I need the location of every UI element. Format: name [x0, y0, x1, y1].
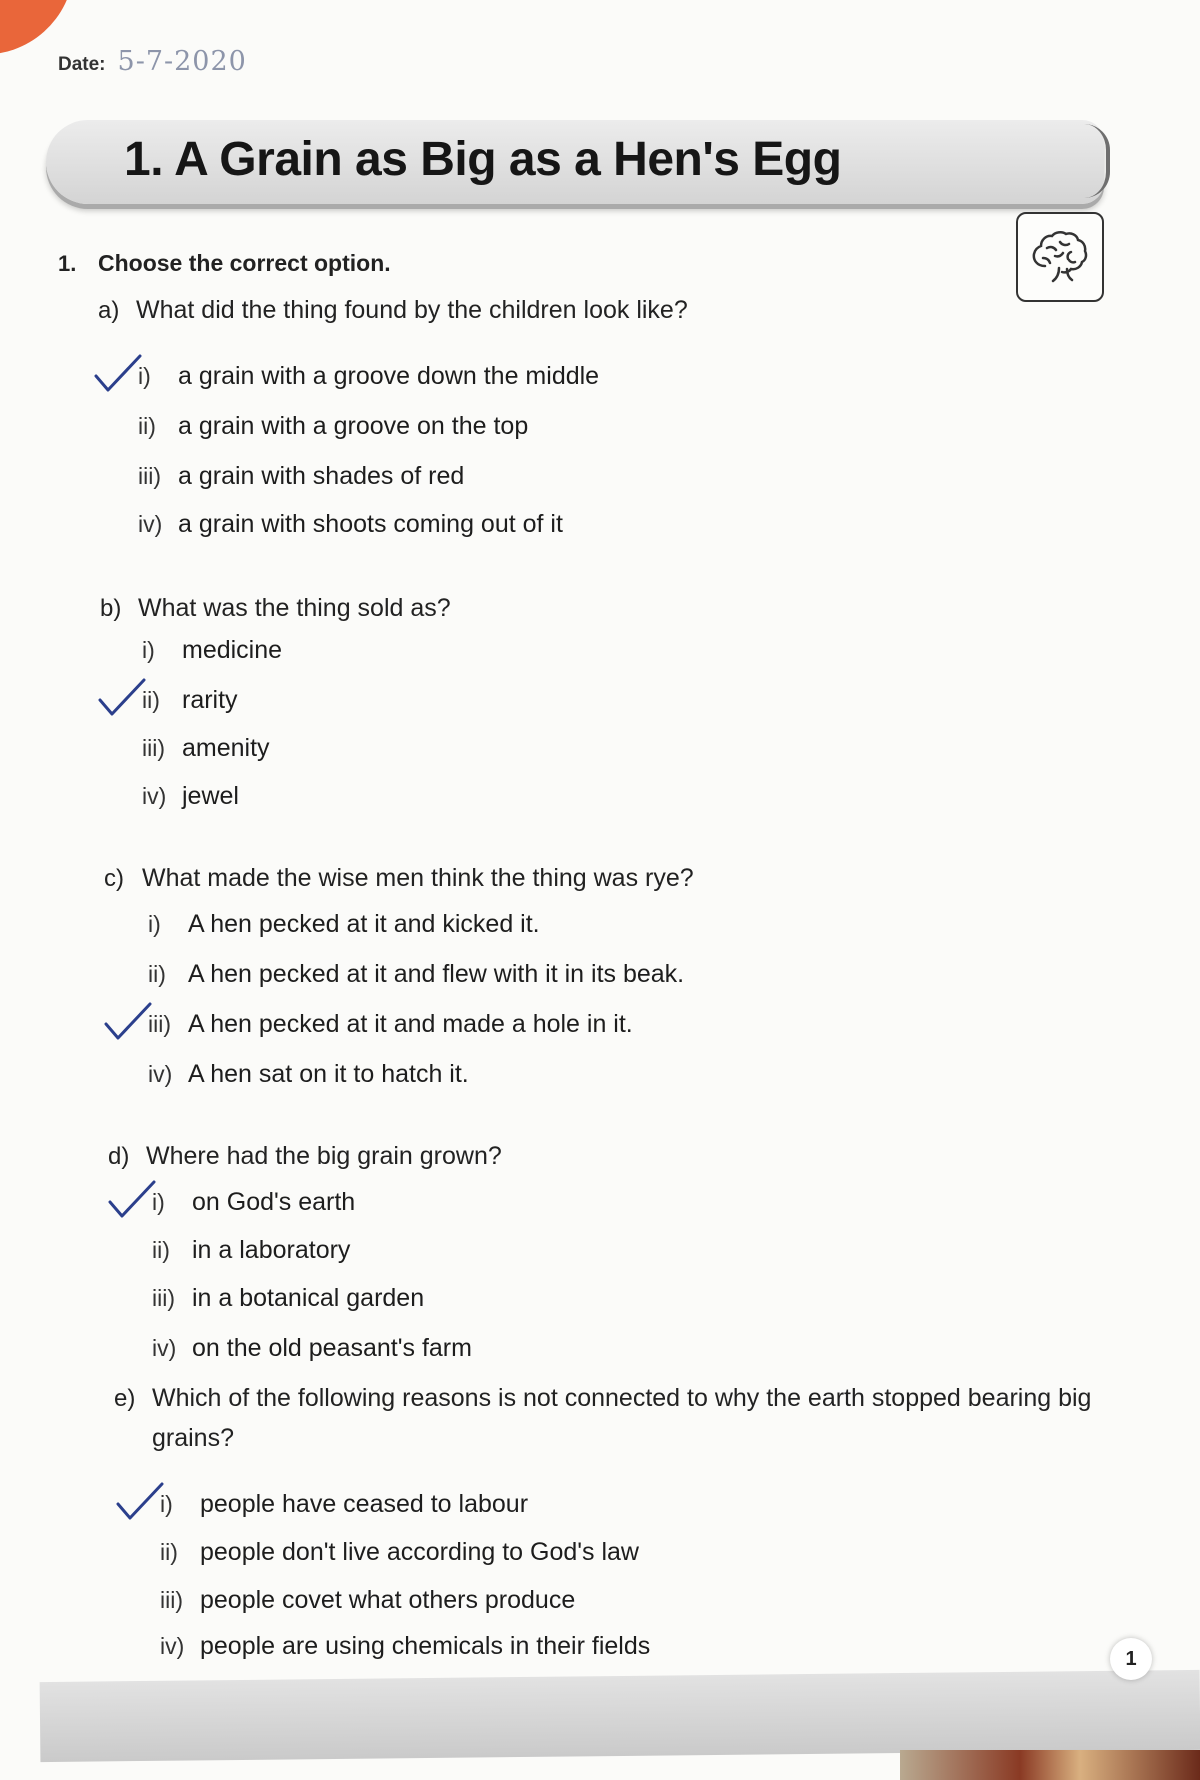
option-text: a grain with a groove down the middle	[178, 362, 600, 390]
option-number: ii)	[152, 1237, 170, 1263]
option-number: i)	[148, 911, 161, 937]
question-text: What did the thing found by the children look like?	[136, 296, 688, 324]
option-number: i)	[142, 637, 155, 663]
answer-option	[152, 1334, 472, 1363]
brain-icon	[1016, 212, 1104, 302]
option-number: ii)	[148, 961, 166, 987]
check-mark-icon	[102, 1000, 158, 1044]
answer-option	[160, 1490, 528, 1519]
option-number: ii)	[138, 413, 156, 439]
answer-option	[148, 960, 684, 989]
date-label: Date:	[58, 54, 106, 75]
option-number: ii)	[142, 687, 160, 713]
answer-option	[138, 462, 464, 491]
question	[100, 588, 1138, 628]
option-text: A hen pecked at it and flew with it in its beak.	[188, 960, 685, 988]
question	[114, 1378, 1152, 1458]
question-letter: d)	[108, 1143, 130, 1170]
answer-option	[138, 362, 599, 391]
option-number: ii)	[160, 1539, 178, 1565]
question-text: Which of the following reasons is not connected to why the earth stopped bearing big grains?	[152, 1384, 1092, 1452]
answer-option	[160, 1632, 650, 1661]
option-text: in a laboratory	[192, 1236, 351, 1264]
question-letter: c)	[104, 865, 124, 892]
option-text: A hen pecked at it and kicked it.	[188, 910, 540, 938]
question	[108, 1136, 1146, 1176]
answer-option	[160, 1586, 575, 1615]
question	[98, 290, 1136, 330]
option-text: A hen pecked at it and made a hole in it.	[188, 1010, 633, 1038]
check-mark-icon	[92, 352, 148, 396]
option-number: iii)	[160, 1587, 183, 1613]
answer-option	[160, 1538, 639, 1567]
answer-option	[138, 510, 563, 539]
date-value: 5-7-2020	[117, 46, 247, 77]
date-line	[58, 46, 247, 77]
option-number: iii)	[152, 1285, 175, 1311]
exercise-title: Choose the correct option.	[98, 250, 391, 276]
option-number: iii)	[138, 463, 161, 489]
option-number: iv)	[138, 511, 163, 537]
option-text: jewel	[182, 782, 239, 810]
answer-option	[142, 782, 239, 811]
answer-option	[148, 910, 540, 939]
option-text: on the old peasant's farm	[192, 1334, 472, 1362]
option-text: a grain with shades of red	[178, 462, 465, 490]
question-text: What was the thing sold as?	[138, 594, 451, 622]
answer-option	[142, 686, 238, 715]
option-number: iii)	[142, 735, 165, 761]
option-number: iv)	[152, 1335, 177, 1361]
corner-decoration	[900, 1750, 1200, 1780]
answer-option	[152, 1236, 350, 1265]
chapter-title: 1. A Grain as Big as a Hen's Egg	[124, 133, 842, 186]
question-text: What made the wise men think the thing was rye?	[142, 864, 694, 892]
check-mark-icon	[96, 676, 152, 720]
option-text: medicine	[182, 636, 283, 664]
question-letter: a)	[98, 297, 120, 324]
option-number: i)	[152, 1189, 165, 1215]
question	[104, 858, 1142, 898]
exercise-heading	[58, 250, 391, 277]
answer-option	[142, 636, 282, 665]
check-mark-icon	[106, 1178, 162, 1222]
footer-band	[40, 1670, 1200, 1762]
option-number: i)	[138, 363, 151, 389]
question-letter: e)	[114, 1385, 136, 1412]
answer-option	[138, 412, 528, 441]
exercise-number: 1.	[58, 251, 77, 276]
option-text: in a botanical garden	[192, 1284, 425, 1312]
option-text: people covet what others produce	[200, 1586, 576, 1614]
answer-option	[152, 1188, 355, 1217]
answer-option	[148, 1010, 633, 1039]
option-text: people are using chemicals in their fields	[200, 1632, 651, 1660]
option-text: rarity	[182, 686, 238, 714]
check-mark-icon	[114, 1480, 170, 1524]
option-text: A hen sat on it to hatch it.	[188, 1060, 469, 1088]
answer-option	[142, 734, 270, 763]
answer-option	[152, 1284, 424, 1313]
option-text: a grain with a groove on the top	[178, 412, 529, 440]
option-text: a grain with shoots coming out of it	[178, 510, 563, 538]
option-number: iv)	[142, 783, 167, 809]
option-number: iv)	[160, 1633, 185, 1659]
answer-option	[148, 1060, 469, 1089]
option-text: people have ceased to labour	[200, 1490, 529, 1518]
option-number: i)	[160, 1491, 173, 1517]
question-text: Where had the big grain grown?	[146, 1142, 502, 1170]
option-text: people don't live according to God's law	[200, 1538, 639, 1566]
chapter-title-banner	[46, 120, 1104, 204]
page-number: 1	[1110, 1638, 1152, 1680]
option-text: on God's earth	[192, 1188, 356, 1216]
question-letter: b)	[100, 595, 122, 622]
option-text: amenity	[182, 734, 270, 762]
option-number: iii)	[148, 1011, 171, 1037]
option-number: iv)	[148, 1061, 173, 1087]
